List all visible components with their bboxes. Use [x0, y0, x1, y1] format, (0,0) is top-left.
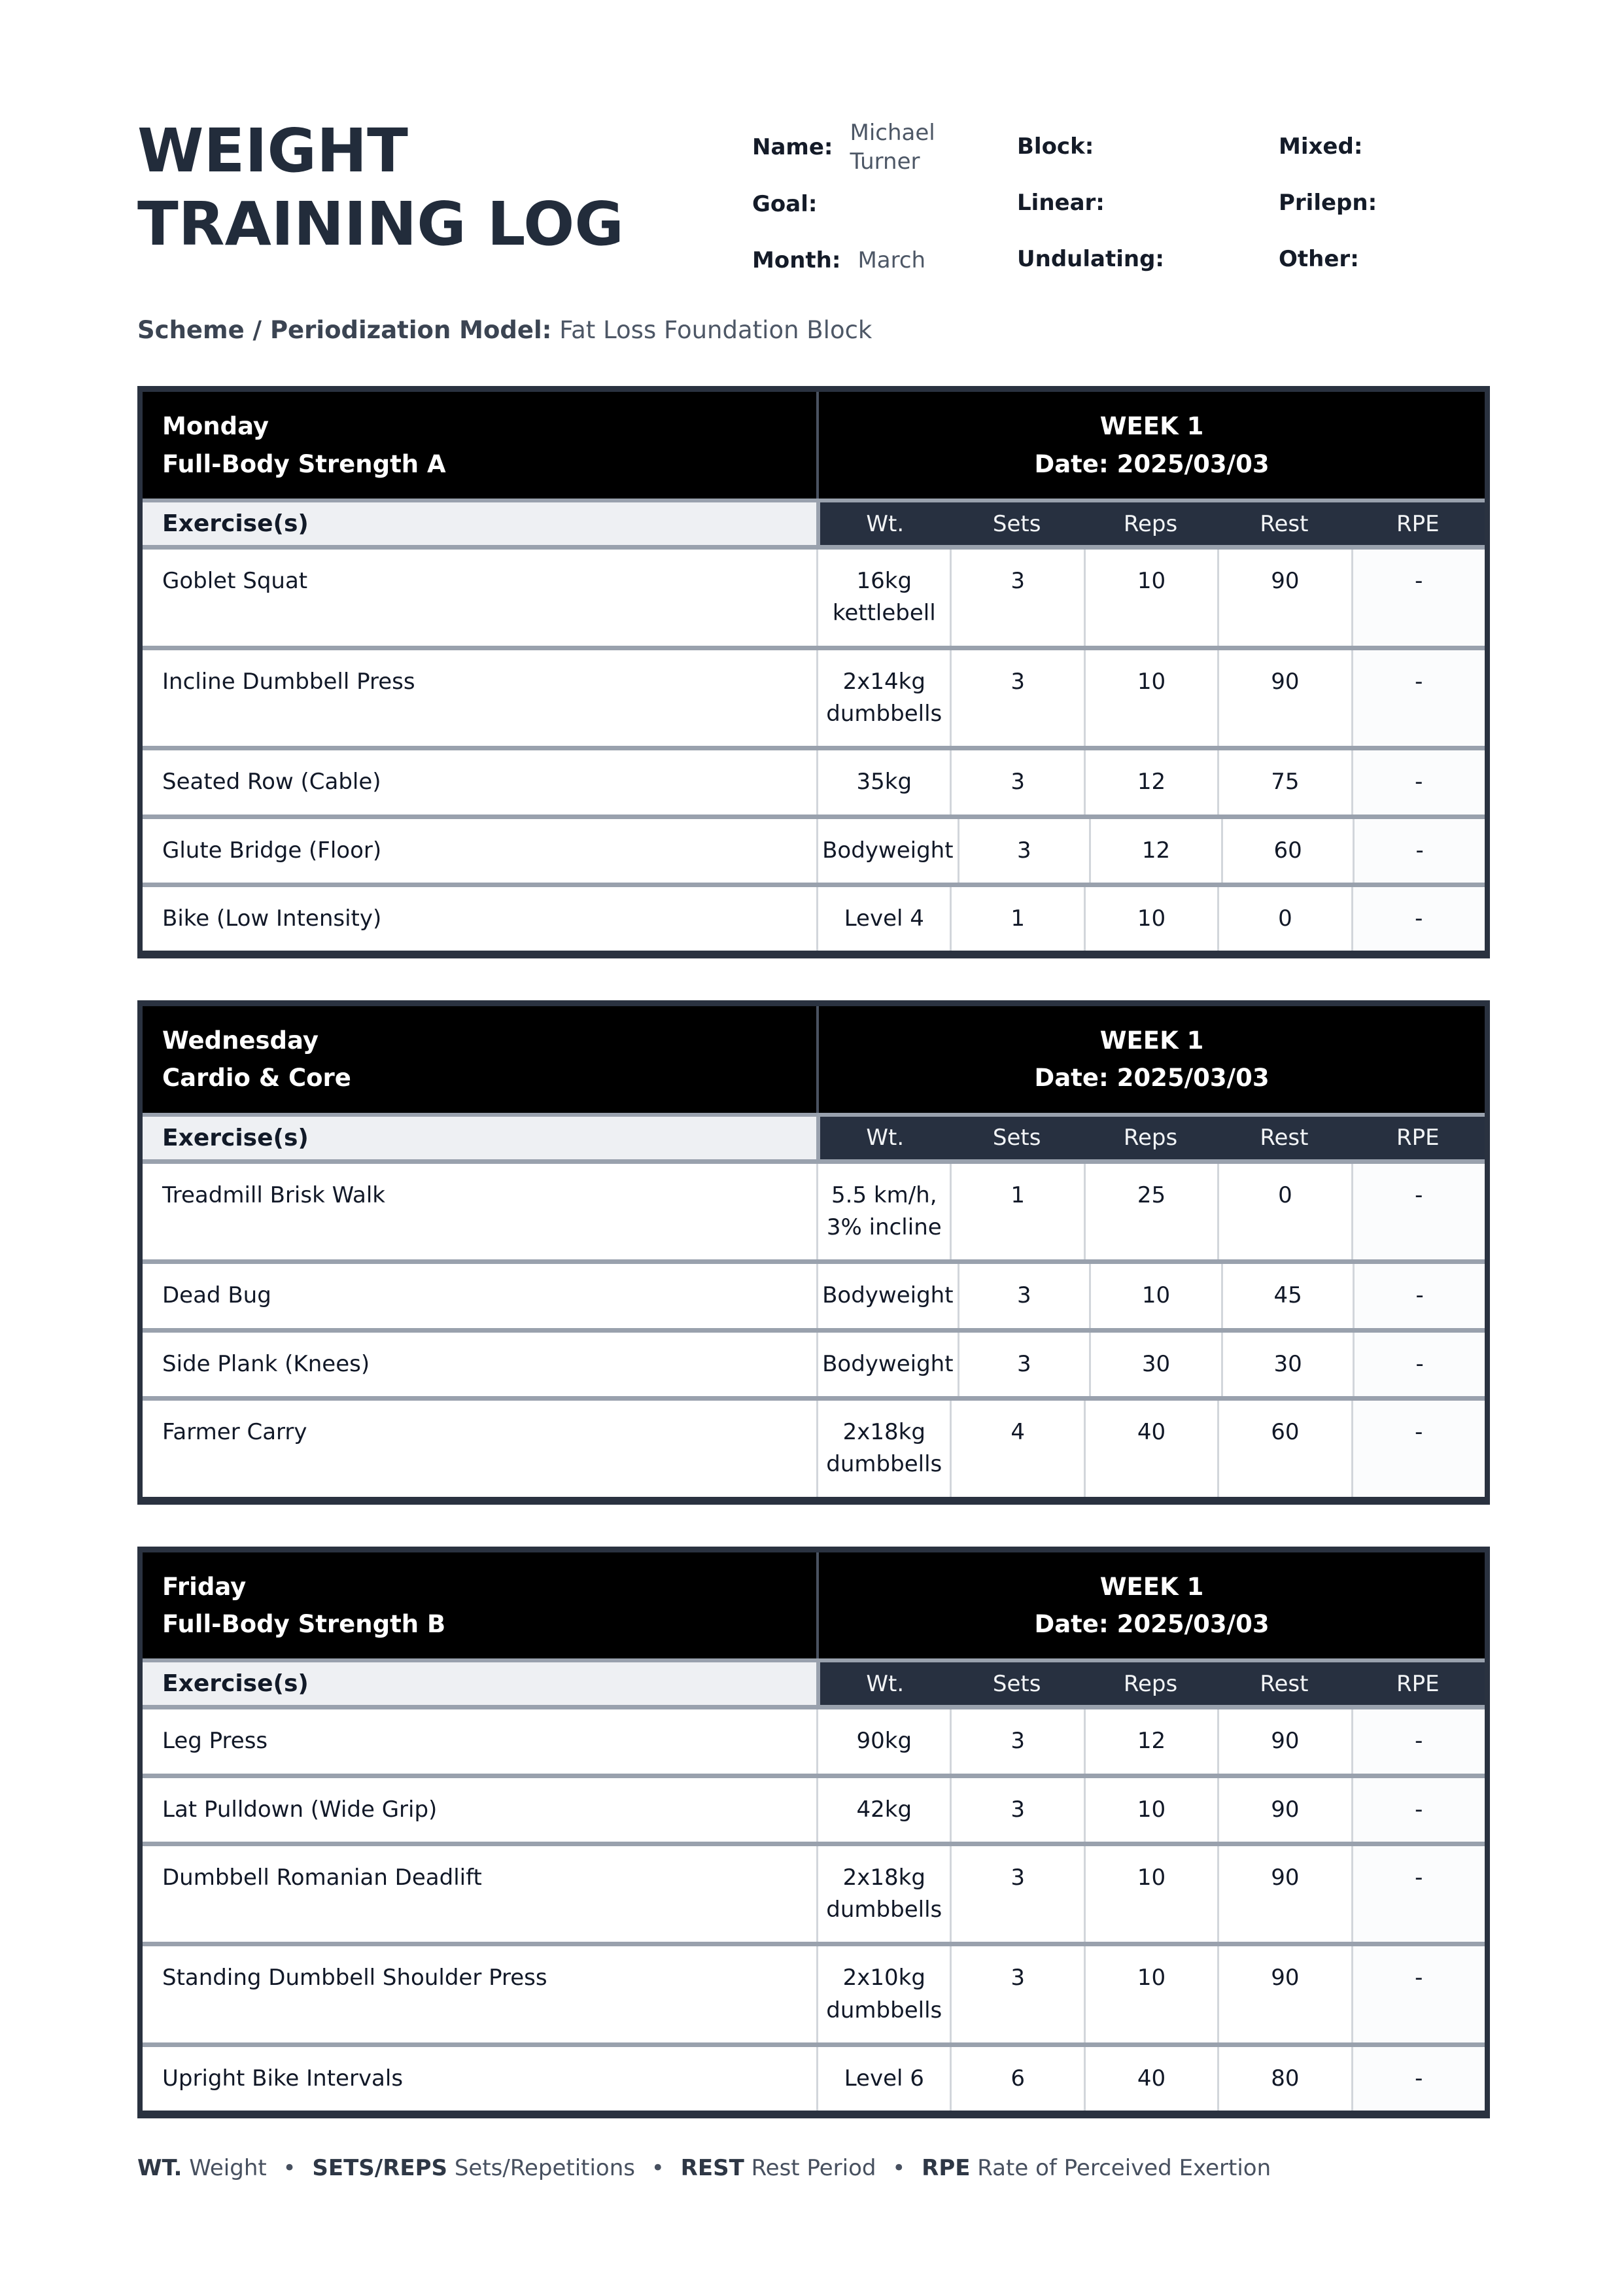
rest-value: 90 [1217, 1946, 1351, 2042]
exercise-name: Upright Bike Intervals [162, 2065, 404, 2092]
table-row [143, 815, 1485, 883]
sets-value: 1 [950, 887, 1083, 951]
rpe-value: - [1351, 1709, 1485, 1773]
legend-desc: Rate of Perceived Exertion [977, 2155, 1271, 2182]
exercise-name: Dead Bug [162, 1282, 271, 1309]
exercise-name: Seated Row (Cable) [162, 769, 381, 796]
wt-value: 90kg [816, 1709, 950, 1773]
rpe-value: - [1353, 1333, 1485, 1396]
name-value: Michael Turner [850, 120, 935, 175]
prilepn-label: Prilepn: [1279, 190, 1377, 216]
table-row [143, 1396, 1485, 1497]
table-header [143, 1006, 1485, 1113]
rest-value: 90 [1217, 650, 1351, 746]
legend [137, 2155, 1490, 2181]
wt-value: 2x10kg dumbbells [816, 1946, 950, 2042]
info-fields [752, 118, 1490, 289]
legend-separator: • [283, 2155, 296, 2182]
field-mixed [1279, 118, 1490, 175]
table-header [143, 1552, 1485, 1659]
rest-value: 90 [1217, 1846, 1351, 1942]
col-reps: Reps [1084, 1117, 1217, 1159]
wt-value: Bodyweight [816, 1333, 957, 1396]
sets-value: 3 [950, 1946, 1083, 2042]
reps-value: 10 [1084, 1846, 1217, 1942]
table-row [143, 1328, 1485, 1396]
col-rpe: RPE [1351, 502, 1485, 545]
field-other [1279, 231, 1490, 287]
rest-value: 45 [1221, 1264, 1353, 1327]
table-row [143, 1942, 1485, 2042]
exercise-name: Leg Press [162, 1728, 268, 1755]
field-goal [752, 176, 1017, 232]
date-label: Date: 2025/03/03 [1034, 449, 1270, 478]
table-row [143, 1705, 1485, 1773]
table-row [143, 1259, 1485, 1327]
wt-value: 2x18kg dumbbells [816, 1846, 950, 1942]
wt-value: Bodyweight [816, 1264, 957, 1327]
exercise-name: Bike (Low Intensity) [162, 905, 382, 932]
day-name: Wednesday [162, 1026, 319, 1055]
session-table-wednesday [137, 1000, 1490, 1504]
rpe-value: - [1351, 1846, 1485, 1942]
session-subtitle: Full-Body Strength A [162, 449, 446, 478]
legend-desc: Sets/Repetitions [454, 2155, 635, 2182]
field-block [1017, 118, 1279, 175]
sets-value: 3 [950, 1846, 1083, 1942]
table-row [143, 883, 1485, 951]
exercise-name: Incline Dumbbell Press [162, 668, 415, 695]
month-label: Month: [752, 247, 841, 274]
table-row [143, 646, 1485, 746]
rpe-value: - [1351, 650, 1485, 746]
wt-value: 5.5 km/h, 3% incline [816, 1164, 950, 1260]
reps-value: 10 [1084, 887, 1217, 951]
reps-value: 12 [1084, 750, 1217, 814]
sets-value: 3 [958, 1264, 1090, 1327]
info-column-1 [752, 118, 1017, 289]
table-row [143, 545, 1485, 646]
sets-value: 3 [950, 550, 1083, 646]
other-label: Other: [1279, 246, 1359, 272]
rpe-value: - [1351, 1946, 1485, 2042]
reps-value: 40 [1084, 1401, 1217, 1497]
col-rpe: RPE [1351, 1117, 1485, 1159]
col-rest: Rest [1217, 1662, 1351, 1705]
reps-value: 40 [1084, 2047, 1217, 2111]
field-prilepn [1279, 175, 1490, 231]
week-cell [816, 1006, 1485, 1113]
rest-value: 90 [1217, 1709, 1351, 1773]
legend-term: REST [680, 2155, 744, 2182]
scheme-line [137, 316, 1490, 344]
sets-value: 3 [958, 819, 1090, 883]
exercise-name: Lat Pulldown (Wide Grip) [162, 1796, 438, 1823]
rest-value: 30 [1221, 1333, 1353, 1396]
scheme-label: Scheme / Periodization Model: [137, 316, 552, 345]
table-row [143, 1842, 1485, 1942]
name-label: Name: [752, 134, 833, 161]
col-sets: Sets [950, 502, 1083, 545]
rpe-value: - [1351, 887, 1485, 951]
sets-value: 3 [950, 1778, 1083, 1842]
rest-value: 90 [1217, 1778, 1351, 1842]
week-label: WEEK 1 [1099, 1572, 1204, 1601]
field-undulating [1017, 231, 1279, 287]
legend-desc: Rest Period [751, 2155, 876, 2182]
rpe-value: - [1351, 1401, 1485, 1497]
rest-value: 75 [1217, 750, 1351, 814]
wt-value: 2x14kg dumbbells [816, 650, 950, 746]
table-row [143, 746, 1485, 814]
date-label: Date: 2025/03/03 [1034, 1609, 1270, 1638]
col-exercise: Exercise(s) [143, 1662, 816, 1705]
legend-term: RPE [922, 2155, 971, 2182]
day-title-cell [143, 1006, 816, 1113]
col-rest: Rest [1217, 1117, 1351, 1159]
sets-value: 3 [950, 750, 1083, 814]
reps-value: 10 [1084, 550, 1217, 646]
reps-value: 12 [1089, 819, 1221, 883]
exercise-name: Standing Dumbbell Shoulder Press [162, 1965, 547, 1991]
linear-label: Linear: [1017, 190, 1105, 216]
col-reps: Reps [1084, 502, 1217, 545]
week-cell [816, 1552, 1485, 1659]
legend-term: SETS/REPS [312, 2155, 448, 2182]
wt-value: 42kg [816, 1778, 950, 1842]
page-title: WEIGHT TRAINING LOG [137, 116, 624, 260]
wt-value: 2x18kg dumbbells [816, 1401, 950, 1497]
exercise-name: Treadmill Brisk Walk [162, 1182, 385, 1208]
rest-value: 60 [1217, 1401, 1351, 1497]
sets-value: 4 [950, 1401, 1083, 1497]
session-subtitle: Cardio & Core [162, 1064, 351, 1093]
month-value: March [857, 247, 926, 274]
sets-value: 6 [950, 2047, 1083, 2111]
reps-value: 10 [1084, 1778, 1217, 1842]
session-table-monday [137, 386, 1490, 958]
wt-value: Level 4 [816, 887, 950, 951]
table-header [143, 392, 1485, 499]
legend-term: WT. [137, 2155, 182, 2182]
col-rest: Rest [1217, 502, 1351, 545]
field-name [752, 118, 1017, 176]
wt-value: 16kg kettlebell [816, 550, 950, 646]
table-row [143, 2042, 1485, 2111]
col-rpe: RPE [1351, 1662, 1485, 1705]
exercise-name: Side Plank (Knees) [162, 1350, 370, 1377]
rest-value: 60 [1221, 819, 1353, 883]
reps-value: 12 [1084, 1709, 1217, 1773]
field-linear [1017, 175, 1279, 231]
wt-value: 35kg [816, 750, 950, 814]
col-reps: Reps [1084, 1662, 1217, 1705]
col-wt: Wt. [816, 1662, 950, 1705]
reps-value: 10 [1089, 1264, 1221, 1327]
sets-value: 1 [950, 1164, 1083, 1260]
rpe-value: - [1351, 2047, 1485, 2111]
rpe-value: - [1351, 1164, 1485, 1260]
goal-label: Goal: [752, 191, 818, 218]
page-header [137, 114, 1490, 289]
mixed-label: Mixed: [1279, 133, 1363, 160]
legend-separator: • [892, 2155, 906, 2182]
rest-value: 0 [1217, 887, 1351, 951]
session-subtitle: Full-Body Strength B [162, 1609, 446, 1638]
scheme-value: Fat Loss Foundation Block [559, 316, 872, 345]
column-header-row [143, 1658, 1485, 1705]
rest-value: 90 [1217, 550, 1351, 646]
date-label: Date: 2025/03/03 [1034, 1064, 1270, 1093]
col-sets: Sets [950, 1117, 1083, 1159]
week-cell [816, 392, 1485, 499]
legend-desc: Weight [189, 2155, 267, 2182]
rpe-value: - [1353, 1264, 1485, 1327]
rest-value: 80 [1217, 2047, 1351, 2111]
rpe-value: - [1351, 1778, 1485, 1842]
day-title-cell [143, 392, 816, 499]
session-table-friday [137, 1547, 1490, 2119]
table-row [143, 1159, 1485, 1260]
undulating-label: Undulating: [1017, 246, 1165, 272]
column-header-row [143, 1113, 1485, 1159]
reps-value: 10 [1084, 650, 1217, 746]
field-month [752, 232, 1017, 289]
exercise-name: Farmer Carry [162, 1419, 307, 1446]
rpe-value: - [1351, 750, 1485, 814]
day-title-cell [143, 1552, 816, 1659]
rpe-value: - [1353, 819, 1485, 883]
rpe-value: - [1351, 550, 1485, 646]
col-wt: Wt. [816, 1117, 950, 1159]
week-label: WEEK 1 [1099, 1026, 1204, 1055]
day-name: Friday [162, 1572, 247, 1601]
info-column-2 [1017, 118, 1279, 289]
sets-value: 3 [958, 1333, 1090, 1396]
col-exercise: Exercise(s) [143, 1117, 816, 1159]
info-column-3 [1279, 118, 1490, 289]
reps-value: 30 [1089, 1333, 1221, 1396]
exercise-name: Dumbbell Romanian Deadlift [162, 1864, 482, 1891]
legend-separator: • [651, 2155, 665, 2182]
sets-value: 3 [950, 650, 1083, 746]
col-exercise: Exercise(s) [143, 502, 816, 545]
table-row [143, 1774, 1485, 1842]
wt-value: Level 6 [816, 2047, 950, 2111]
reps-value: 10 [1084, 1946, 1217, 2042]
rest-value: 0 [1217, 1164, 1351, 1260]
day-name: Monday [162, 412, 269, 441]
exercise-name: Goblet Squat [162, 568, 308, 595]
wt-value: Bodyweight [816, 819, 957, 883]
sets-value: 3 [950, 1709, 1083, 1773]
col-wt: Wt. [816, 502, 950, 545]
column-header-row [143, 499, 1485, 545]
exercise-name: Glute Bridge (Floor) [162, 837, 382, 864]
week-label: WEEK 1 [1099, 412, 1204, 441]
reps-value: 25 [1084, 1164, 1217, 1260]
col-sets: Sets [950, 1662, 1083, 1705]
block-label: Block: [1017, 133, 1094, 160]
